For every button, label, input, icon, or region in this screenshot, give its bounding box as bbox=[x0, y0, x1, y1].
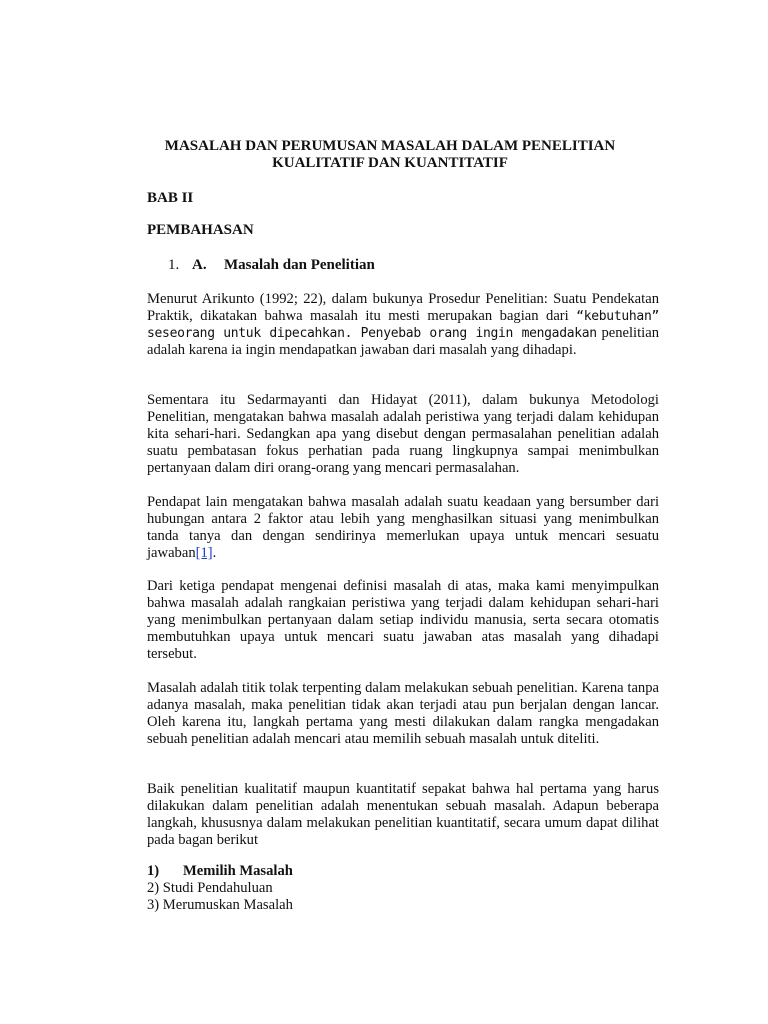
paragraph-3-text: Pendapat lain mengatakan bahwa masalah adalah suatu keadaan yang bersumber dari hubungan antara 2 faktor atau lebih yang menghasilkan situasi yang menimbulkan tanda tanya dan dengan sendirinya memerlukan upaya untuk mencari sesuatu jawaban bbox=[147, 494, 659, 561]
footnote-link[interactable]: [1] bbox=[195, 545, 213, 561]
paragraph-2: Sementara itu Sedarmayanti dan Hidayat (2011), dalam bukunya Metodologi Penelitian, mengatakan bahwa masalah adalah peristiwa yang terjadi dalam kehidupan kita sehari-hari. Sedangkan apa yang disebut dengan permasalahan penelitian adalah suatu pembatasan fokus perhatian pada ruang lingkupnya sampai menimbulkan pertanyaan dalam diri orang-orang yang mencari permasalahan. bbox=[147, 392, 659, 476]
title-line-1: MASALAH DAN PERUMUSAN MASALAH DALAM PENELITIAN bbox=[164, 138, 616, 154]
list-item: 2) Studi Pendahuluan bbox=[147, 880, 273, 896]
list-item bbox=[147, 863, 293, 880]
subsection-heading bbox=[168, 257, 375, 274]
subsection-number: 1. bbox=[168, 257, 180, 273]
paragraph-1-part-a: Menurut Arikunto (1992; 22), dalam bukunya Prosedur Penelitian: Suatu Pendekatan Praktik, dikatakan bahwa masalah itu mesti merupakan bagian dari bbox=[147, 291, 659, 324]
section-heading: PEMBAHASAN bbox=[147, 222, 254, 238]
steps-list bbox=[147, 863, 293, 914]
list-item-number: 1) bbox=[147, 863, 160, 879]
subsection-title: Masalah dan Penelitian bbox=[224, 257, 375, 273]
paragraph-6: Baik penelitian kualitatif maupun kuantitatif sepakat bahwa hal pertama yang harus dilakukan dalam penelitian adalah menentukan sebuah masalah. Adapun beberapa langkah, khususnya dalam melakukan penelitian kuantitatif, secara umum dapat dilihat pada bagan berikut bbox=[147, 781, 659, 848]
chapter-heading: BAB II bbox=[147, 190, 194, 206]
paragraph-1-part-b: “kebutuhan” seseorang untuk dipecahkan. Penyebab orang ingin mengadakan bbox=[147, 309, 659, 341]
list-item: 3) Merumuskan Masalah bbox=[147, 897, 293, 913]
paragraph-5: Masalah adalah titik tolak terpenting dalam melakukan sebuah penelitian. Karena tanpa adanya masalah, maka penelitian tidak akan terjadi atau pun berjalan dengan lancar. Oleh karena itu, langkah pertama yang mesti dilakukan dalam rangka mengadakan sebuah penelitian adalah mencari atau memilih sebuah masalah untuk diteliti. bbox=[147, 680, 659, 747]
document-title bbox=[130, 138, 650, 172]
paragraph-1 bbox=[147, 291, 659, 359]
paragraph-3-end: . bbox=[212, 545, 217, 561]
paragraph-3 bbox=[147, 494, 659, 562]
title-line-2: KUALITATIF DAN KUANTITATIF bbox=[272, 155, 508, 171]
paragraph-4: Dari ketiga pendapat mengenai definisi masalah di atas, maka kami menyimpulkan bahwa masalah adalah rangkaian peristiwa yang terjadi dalam kehidupan sehari-hari yang menimbulkan pertanyaan dalam setiap individu manusia, serta secara otomatis membutuhkan upaya untuk mencari suatu jawaban atas masalah yang dihadapi tersebut. bbox=[147, 578, 659, 662]
paragraph-1-part-c: penelitian adalah karena ia ingin mendapatkan jawaban dari masalah yang dihadapi. bbox=[147, 325, 659, 358]
subsection-letter: A. bbox=[192, 257, 207, 273]
list-item-label: Memilih Masalah bbox=[183, 863, 293, 879]
